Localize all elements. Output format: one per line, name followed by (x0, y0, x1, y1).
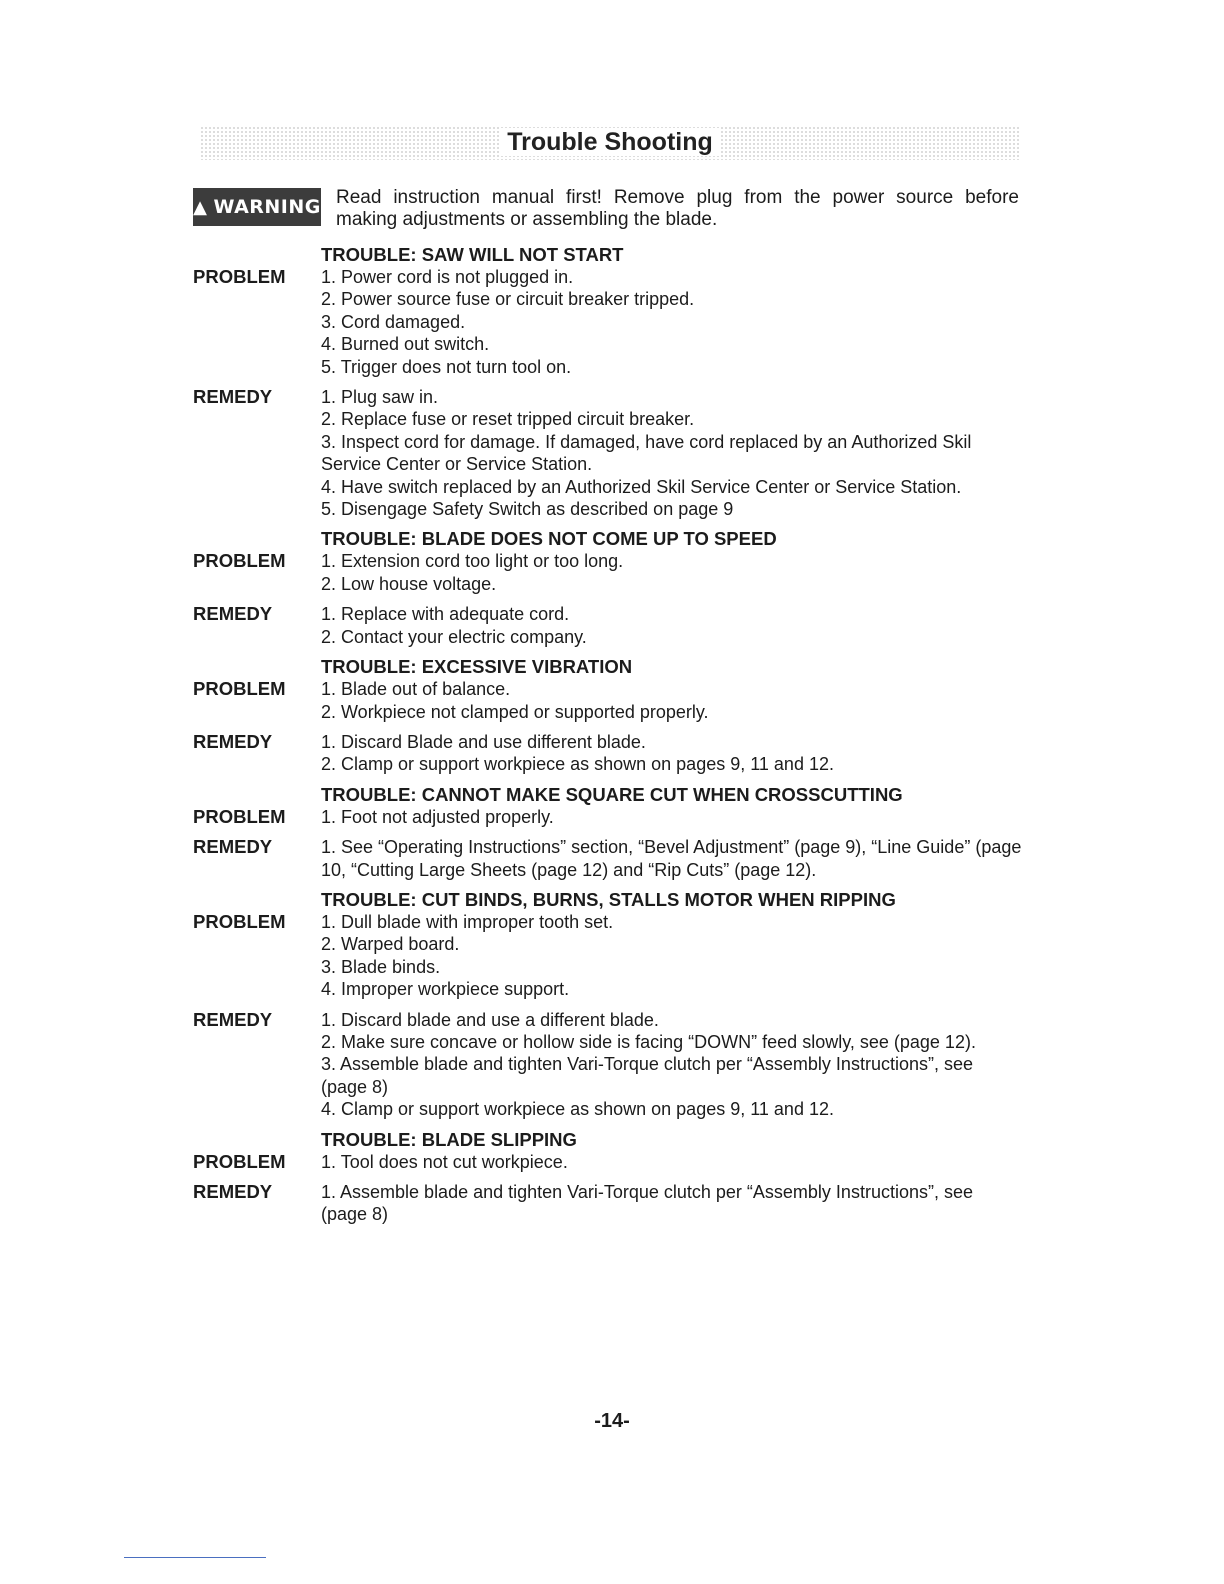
problem-row (193, 266, 1023, 378)
list-item: 1. Power cord is not plugged in. (321, 267, 574, 287)
list-item: 4. Burned out switch. (321, 334, 490, 355)
list-item: 2. Low house voltage. (321, 573, 497, 594)
trouble-heading: TROUBLE: BLADE DOES NOT COME UP TO SPEED (321, 528, 777, 550)
list-item: 1. Foot not adjusted properly. (321, 806, 554, 827)
list-item: 5. Trigger does not turn tool on. (321, 356, 572, 377)
item-list (321, 806, 1023, 828)
list-item: 3. Blade binds. (321, 956, 441, 977)
item-list (321, 731, 1023, 776)
row-label: REMEDY (193, 730, 273, 752)
page-number: -14- (594, 1410, 630, 1432)
item-list (321, 1181, 1023, 1226)
row-label: PROBLEM (193, 266, 286, 287)
list-item: 1. Tool does not cut workpiece. (321, 1151, 568, 1172)
warning-badge-label: WARNING (213, 196, 321, 218)
trouble-heading: TROUBLE: CUT BINDS, BURNS, STALLS MOTOR WHEN RIPPING (321, 888, 896, 910)
list-item: 1. Blade out of balance. (321, 679, 511, 700)
row-label: REMEDY (193, 386, 273, 408)
problem-row (193, 806, 1023, 828)
row-label: PROBLEM (193, 910, 286, 932)
footer-rule (124, 1557, 266, 1558)
item-list (321, 1151, 1023, 1173)
list-item: 1. See “Operating Instructions” section, “Bevel Adjustment” (page 9), “Line Guide” (page 10, “Cutting Large Sheets (page 12) and “Rip Cuts” (page 12). (321, 837, 1022, 880)
item-list (321, 386, 1023, 520)
row-label: REMEDY (193, 603, 273, 625)
row-label: PROBLEM (193, 805, 286, 827)
remedy-row (193, 731, 1023, 776)
list-item: 2. Make sure concave or hollow side is facing “DOWN” feed slowly, see (page 12). (321, 1031, 976, 1052)
trouble-section (193, 244, 1023, 520)
trouble-heading: TROUBLE: BLADE SLIPPING (321, 1128, 577, 1150)
remedy-row (193, 1181, 1023, 1226)
remedy-row (193, 1009, 1023, 1121)
list-item: 4. Have switch replaced by an Authorized Skil Service Center or Service Station. (321, 476, 962, 497)
list-item: 4. Improper workpiece support. (321, 979, 570, 1000)
problem-row (193, 1151, 1023, 1173)
warning-badge (193, 188, 321, 226)
row-label: REMEDY (193, 836, 273, 858)
list-item: 2. Contact your electric company. (321, 626, 587, 647)
trouble-section (193, 1129, 1023, 1226)
item-list (321, 550, 1023, 595)
row-label: REMEDY (193, 1008, 273, 1030)
list-item: 1. Plug saw in. (321, 387, 439, 408)
row-label: REMEDY (193, 1181, 273, 1202)
list-item: 2. Replace fuse or reset tripped circuit breaker. (321, 409, 695, 430)
trouble-heading: TROUBLE: SAW WILL NOT START (321, 244, 624, 265)
item-list (321, 836, 1023, 881)
warning-text: Read instruction manual first! Remove plug from the power source before making adjustments or assembling the blade. (336, 187, 1019, 230)
list-item: 3. Inspect cord for damage. If damaged, have cord replaced by an Authorized Skil Service Center or Service Station. (321, 431, 972, 475)
list-item: 1. Dull blade with improper tooth set. (321, 911, 614, 932)
trouble-section (193, 889, 1023, 1121)
problem-row (193, 678, 1023, 723)
trouble-heading: TROUBLE: CANNOT MAKE SQUARE CUT WHEN CROSSCUTTING (321, 783, 903, 805)
item-list (321, 266, 1023, 378)
list-item: 1. Discard blade and use a different blade. (321, 1009, 659, 1030)
item-list (321, 678, 1023, 723)
trouble-heading: TROUBLE: EXCESSIVE VIBRATION (321, 656, 633, 678)
row-label: PROBLEM (193, 678, 286, 700)
remedy-row (193, 836, 1023, 881)
list-item: 3. Cord damaged. (321, 311, 466, 332)
page-title: Trouble Shooting (200, 128, 1020, 157)
item-list (321, 603, 1023, 648)
row-label: PROBLEM (193, 550, 286, 572)
list-item: 1. Replace with adequate cord. (321, 604, 570, 625)
list-item: 2. Clamp or support workpiece as shown on pages 9, 11 and 12. (321, 754, 834, 775)
trouble-section (193, 784, 1023, 881)
remedy-row (193, 386, 1023, 520)
problem-row (193, 911, 1023, 1001)
troubleshooting-list (193, 244, 1023, 1234)
trouble-section (193, 528, 1023, 648)
problem-row (193, 550, 1023, 595)
list-item: 3. Assemble blade and tighten Vari-Torque clutch per “Assembly Instructions”, see (page 8) (321, 1054, 973, 1097)
item-list (321, 1009, 1023, 1121)
list-item: 1. Extension cord too light or too long. (321, 551, 624, 572)
item-list (321, 911, 1023, 1001)
list-item: 1. Discard Blade and use different blade. (321, 731, 646, 752)
list-item: 4. Clamp or support workpiece as shown on pages 9, 11 and 12. (321, 1099, 834, 1120)
row-label: PROBLEM (193, 1150, 286, 1172)
list-item: 2. Power source fuse or circuit breaker tripped. (321, 289, 695, 310)
list-item: 1. Assemble blade and tighten Vari-Torque clutch per “Assembly Instructions”, see (page 8) (321, 1182, 973, 1225)
list-item: 5. Disengage Safety Switch as described on page 9 (321, 499, 734, 520)
title-band (200, 126, 1020, 160)
list-item: 2. Workpiece not clamped or supported properly. (321, 701, 709, 722)
warning-triangle-icon: ▲ (193, 196, 208, 218)
list-item: 2. Warped board. (321, 934, 460, 955)
trouble-section (193, 656, 1023, 776)
remedy-row (193, 603, 1023, 648)
